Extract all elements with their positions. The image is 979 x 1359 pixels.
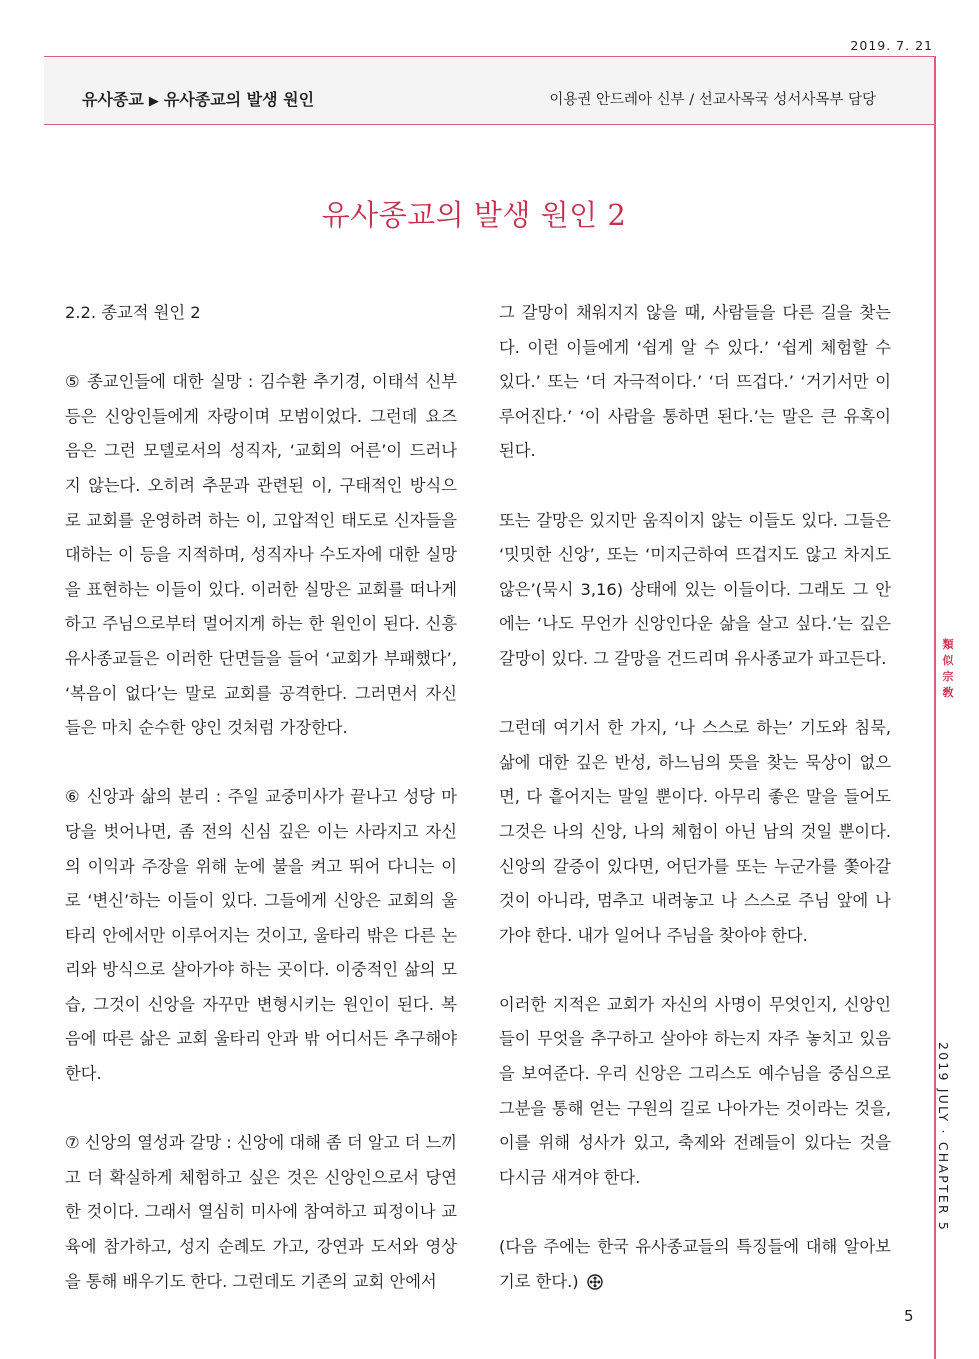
side-tag-char: 類 (942, 638, 954, 651)
side-category-tag (938, 637, 958, 701)
issue-date: 2019. 7. 21 (850, 38, 933, 53)
header-top-rule (44, 56, 935, 57)
breadcrumb-page: 유사종교의 발생 원인 (163, 90, 315, 109)
side-tag-char: 敎 (942, 686, 954, 699)
author-credit: 이용권 안드레아 신부 / 선교사목국 성서사목부 담당 (549, 92, 876, 108)
page-number: 5 (904, 1307, 914, 1325)
paragraph: ⑤ 종교인들에 대한 실망 : 김수환 추기경, 이태석 신부 등은 신앙인들에게 자랑이며 모범이었다. 그런데 요즈음은 그런 모델로서의 성직자, ‘교회의 어른’이 드러나지 않는다. 오히려 추문과 관련된 이, 구태적인 방식으로 교회를 운영하려 하는 이, 고압적인 태도로 신자들을 대하는 이 등을 지적하며, 성직자나 수도자에 대한 실망을 표현하는 이들이 있다. 이러한 실망은 교회를 떠나게 하고 주님으로부터 멀어지게 하는 한 원인이 된다. 신흥 유사종교들은 이러한 단면들을 들어 ‘교회가 부패했다’, ‘복음이 없다’는 말로 교회를 공격한다. 그러면서 자신들은 마치 순수한 양인 것처럼 가장한다. (65, 372, 457, 738)
section-heading: 2.2. 종교적 원인 2 (65, 303, 201, 322)
breadcrumb-section: 유사종교 (82, 90, 144, 109)
side-tag-char: 宗 (942, 670, 954, 683)
closing-note-text: (다음 주에는 한국 유사종교들의 특징들에 대해 알아보기로 한다.) (499, 1237, 891, 1291)
breadcrumb-arrow-icon: ▶ (148, 94, 159, 109)
paragraph: ⑦ 신앙의 열성과 갈망 : 신앙에 대해 좀 더 알고 더 느끼고 더 확실하게 체험하고 싶은 것은 신앙인으로서 당연한 것이다. 그래서 열심히 미사에 참여하고 피정이나 교육에 참가하고, 성지 순례도 가고, 강연과 도서와 영상을 통해 배우기도 한다. 그런데도 기존의 교회 안에서 (65, 1133, 457, 1291)
paragraph: 이러한 지적은 교회가 자신의 사명이 무엇인지, 신앙인들이 무엇을 추구하고 살아야 하는지 자주 놓치고 있음을 보여준다. 우리 신앙은 그리스도 예수님을 중심으로 그분을 통해 얻는 구원의 길로 나아가는 것이라는 것을, 이를 위해 성사가 있고, 축제와 전례들이 있다는 것을 다시금 새겨야 한다. (499, 994, 891, 1187)
paragraph: 그런데 여기서 한 가지, ‘나 스스로 하는’ 기도와 침묵, 삶에 대한 깊은 반성, 하느님의 뜻을 찾는 묵상이 없으면, 다 흩어지는 말일 뿐이다. 아무리 좋은 말을 들어도 그것은 나의 신앙, 나의 체험이 아닌 남의 것일 뿐이다. 신앙의 갈증이 있다면, 어딘가를 또는 누군가를 쫓아갈 것이 아니라, 멈추고 내려놓고 나 스스로 주님 앞에 나가야 한다. 내가 일어나 주님을 찾아야 한다. (499, 718, 891, 945)
paragraph: ⑥ 신앙과 삶의 분리 : 주일 교중미사가 끝나고 성당 마당을 벗어나면, 좀 전의 신심 깊은 이는 사라지고 자신의 이익과 주장을 위해 눈에 불을 켜고 뛰어 다니는 이로 ‘변신’하는 이들이 있다. 그들에게 신앙은 교회의 울타리 안에서만 이루어지는 것이고, 울타리 밖은 다른 논리와 방식으로 살아가야 하는 곳이다. 이중적인 삶의 모습, 그것이 신앙을 자꾸만 변형시키는 원인이 된다. 복음에 따른 삶은 교회 울타리 안과 밖 어디서든 추구해야 한다. (65, 787, 457, 1084)
end-mark-icon (587, 1274, 603, 1290)
paragraph: 그 갈망이 채워지지 않을 때, 사람들을 다른 길을 찾는다. 이런 이들에게 ‘쉽게 알 수 있다.’ ‘쉽게 체험할 수 있다.’ 또는 ‘더 자극적이다.’ ‘더 뜨겁다.’ ‘거기서만 이루어진다.’ ‘이 사람을 통하면 된다.’는 말은 큰 유혹이 된다. (499, 303, 891, 461)
right-column (499, 296, 891, 1299)
article-title: 유사종교의 발생 원인 2 (321, 198, 627, 232)
header-bottom-rule (44, 124, 935, 125)
paragraph: 또는 갈망은 있지만 움직이지 않는 이들도 있다. 그들은 ‘밋밋한 신앙’, 또는 ‘미지근하여 뜨겁지도 않고 차지도 않은’(묵시 3,16) 상태에 있는 이들이다. 그래도 그 안에는 ‘나도 무언가 신앙인다운 삶을 살고 싶다.’는 깊은 갈망이 있다. 그 갈망을 건드리며 유사종교가 파고든다. (499, 510, 891, 668)
side-chapter-label: 2019 JULY · CHAPTER 5 (936, 1042, 951, 1233)
closing-note (499, 1230, 891, 1299)
breadcrumb (82, 87, 314, 110)
left-column (65, 296, 457, 1299)
side-tag-char: 似 (942, 654, 954, 667)
